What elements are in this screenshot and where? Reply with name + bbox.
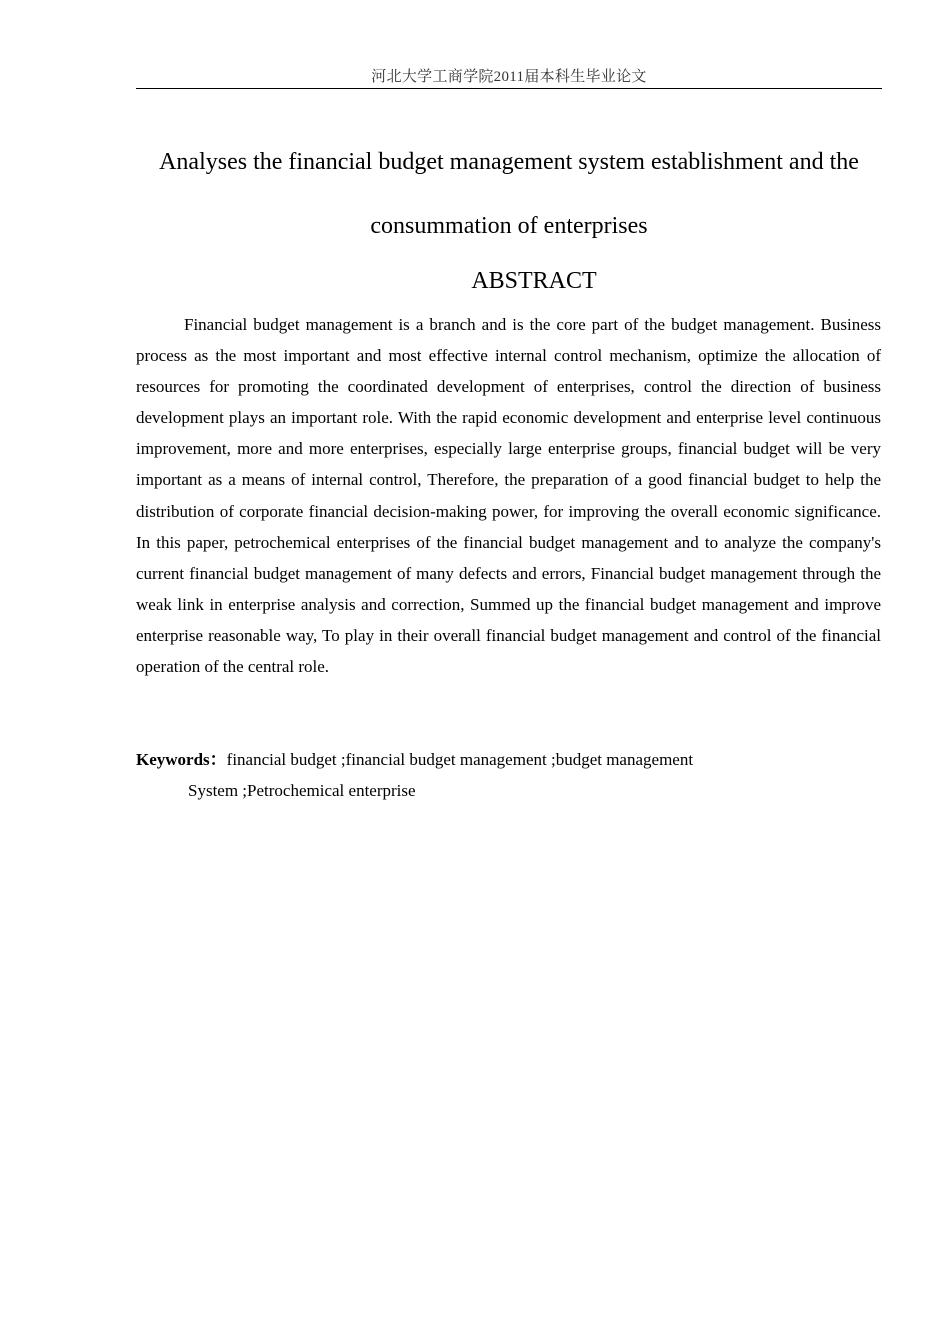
paper-title-line-1: Analyses the financial budget management system establishment and the bbox=[159, 149, 859, 175]
header-rule bbox=[136, 88, 882, 89]
abstract-heading: ABSTRACT bbox=[471, 268, 597, 294]
paper-title bbox=[136, 130, 882, 258]
abstract-body: Financial budget management is a branch and is the core part of the budget management. Business process as the most important and most effective internal control mechanism, optimize the allocation of resources for promoting the coordinated development of enterprises, control the direction of business development plays an important role. With the rapid economic development and enterprise level continuous improvement, more and more enterprises, especially large enterprise groups, financial budget will be very important as a means of internal control, Therefore, the preparation of a good financial budget to help the distribution of corporate financial decision-making power, for improving the overall economic significance. In this paper, petrochemical enterprises of the financial budget management and to analyze the company's current financial budget management of many defects and errors, Financial budget management through the weak link in enterprise analysis and correction, Summed up the financial budget management and improve enterprise reasonable way, To play in their overall financial budget management and control of the financial operation of the central role. bbox=[136, 315, 881, 677]
keywords-line-1 bbox=[136, 744, 881, 775]
keywords-text-1: financial budget ;financial budget management ;budget management bbox=[226, 750, 694, 769]
keywords-line-2: System ;Petrochemical enterprise bbox=[188, 781, 416, 800]
keywords-block bbox=[136, 744, 881, 806]
paper-title-line-2: consummation of enterprises bbox=[370, 213, 648, 239]
keywords-label: Keywords： bbox=[136, 750, 227, 769]
running-header: 河北大学工商学院2011届本科生毕业论文 bbox=[371, 69, 647, 85]
